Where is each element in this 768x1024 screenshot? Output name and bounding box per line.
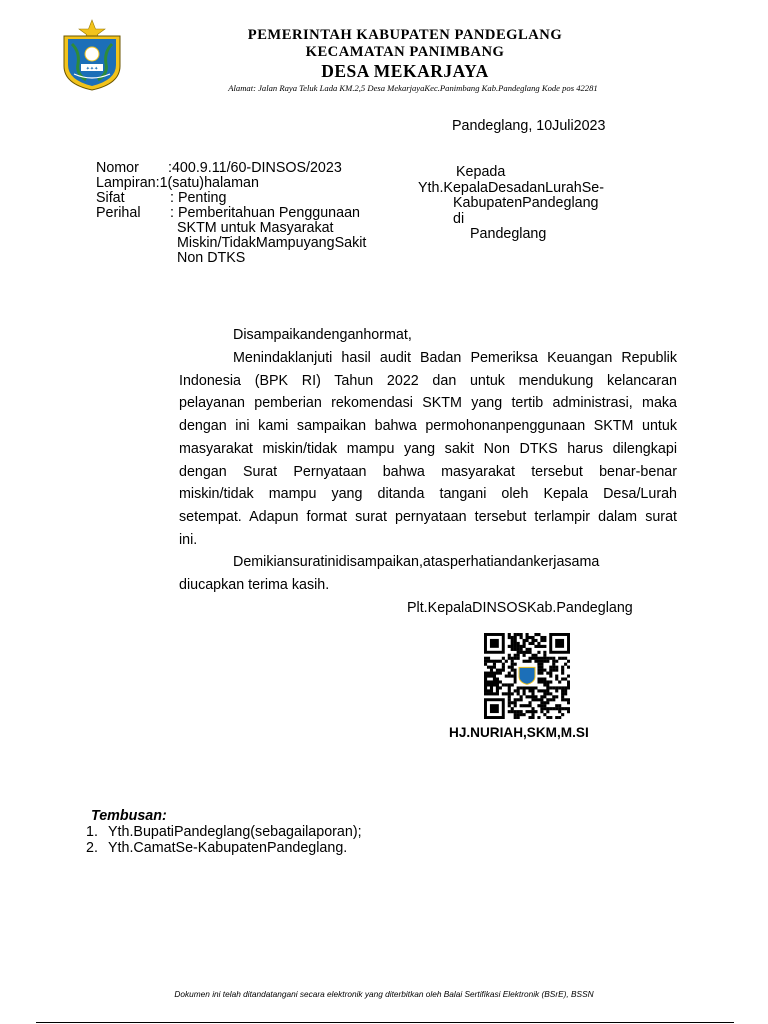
letterhead-line-1: PEMERINTAH KABUPATEN PANDEGLANG — [247, 27, 563, 43]
qr-code-icon — [484, 633, 570, 719]
tembusan-item-number: 2. — [86, 840, 98, 856]
tembusan-item-text: Yth.CamatSe-KabupatenPandeglang. — [108, 840, 348, 856]
tembusan-heading: Tembusan: — [91, 808, 167, 824]
pandeglang-regency-emblem-icon — [56, 18, 128, 92]
lampiran-line: Lampiran:1(satu)halaman — [96, 175, 259, 191]
nomor-label: Nomor — [96, 160, 139, 176]
signer-name: HJ.NURIAH,SKM,M.SI — [449, 725, 589, 740]
footer-rule — [36, 1022, 734, 1023]
paragraph-line: masyarakat miskin/tidak mampu yang sakit Non DTKS harus dilengkapi — [179, 440, 677, 457]
paragraph-last-line: ini. — [179, 531, 198, 548]
tembusan-item-1 — [86, 825, 362, 841]
perihal-line-3: Miskin/TidakMampuyangSakit — [177, 235, 367, 251]
letterhead-line-2: KECAMATAN PANIMBANG — [305, 44, 505, 60]
esign-footer-note: Dokumen ini telah ditandatangani secara elektronik yang diterbitkan oleh Balai Sertifikasi Elektronik (BSrE), BSSN — [174, 989, 594, 999]
paragraph-line: pelayanan pemberian rekomendasi SKTM yang tertib administrasi, maka — [179, 395, 677, 412]
closing-line-1: Demikiansuratinidisampaikan,atasperhatiandankerjasama — [233, 554, 600, 570]
recipient-line-1: Kepada — [456, 164, 506, 180]
perihal-line-1: : Pemberitahuan Penggunaan — [170, 205, 360, 221]
signature-title: Plt.KepalaDINSOSKab.Pandeglang — [407, 600, 633, 616]
letterhead-address: Alamat: Jalan Raya Teluk Lada KM.2,5 Desa MekarjayaKec.Panimbang Kab.Pandeglang Kode pos 42281 — [228, 83, 598, 93]
perihal-label: Perihal — [96, 205, 141, 221]
sifat-label: Sifat — [96, 190, 125, 206]
paragraph-line: miskin/tidak mampu yang ditanda tangani oleh Kepala Desa/Lurah — [179, 486, 677, 503]
recipient-line-3: KabupatenPandeglang — [453, 195, 599, 211]
closing-line-2: diucapkan terima kasih. — [179, 577, 330, 593]
paragraph-line: setempat. Adapun format surat pernyataan tersebut terlampir dalam surat — [179, 508, 677, 525]
nomor-value: :400.9.11/60-DINSOS/2023 — [168, 160, 342, 176]
perihal-line-4: Non DTKS — [177, 250, 246, 266]
perihal-line-2: SKTM untuk Masyarakat — [177, 220, 334, 236]
recipient-line-5: Pandeglang — [470, 226, 547, 242]
body-paragraph — [179, 347, 677, 551]
recipient-line-4: di — [453, 211, 465, 227]
svg-text:✦✦✦: ✦✦✦ — [85, 66, 99, 72]
paragraph-first-line: Menindaklanjuti hasil audit Badan Pemeriksa Keuangan Republik — [233, 350, 677, 366]
letter-date: Pandeglang, 10Juli2023 — [452, 118, 606, 134]
paragraph-line: Indonesia (BPK RI) Tahun 2022 dan untuk mendukung kelancaran — [179, 372, 677, 389]
tembusan-item-number: 1. — [86, 824, 98, 840]
tembusan-item-text: Yth.BupatiPandeglang(sebagailaporan); — [108, 824, 362, 840]
greeting: Disampaikandenganhormat, — [233, 327, 412, 343]
tembusan-item-2 — [86, 841, 347, 857]
letterhead-logo — [56, 18, 128, 92]
paragraph-line: dengan Surat Pernyataan bahwa masyarakat tersebut benar-benar — [179, 463, 677, 480]
signature-qr — [484, 633, 570, 719]
sifat-value: : Penting — [170, 190, 227, 206]
recipient-line-2: Yth.KepalaDesadanLurahSe- — [418, 180, 604, 196]
paragraph-line: dengan ini kami sampaikan bahwa permohonanpenggunaan SKTM untuk — [179, 418, 677, 435]
letterhead-line-3: DESA MEKARJAYA — [321, 61, 489, 81]
